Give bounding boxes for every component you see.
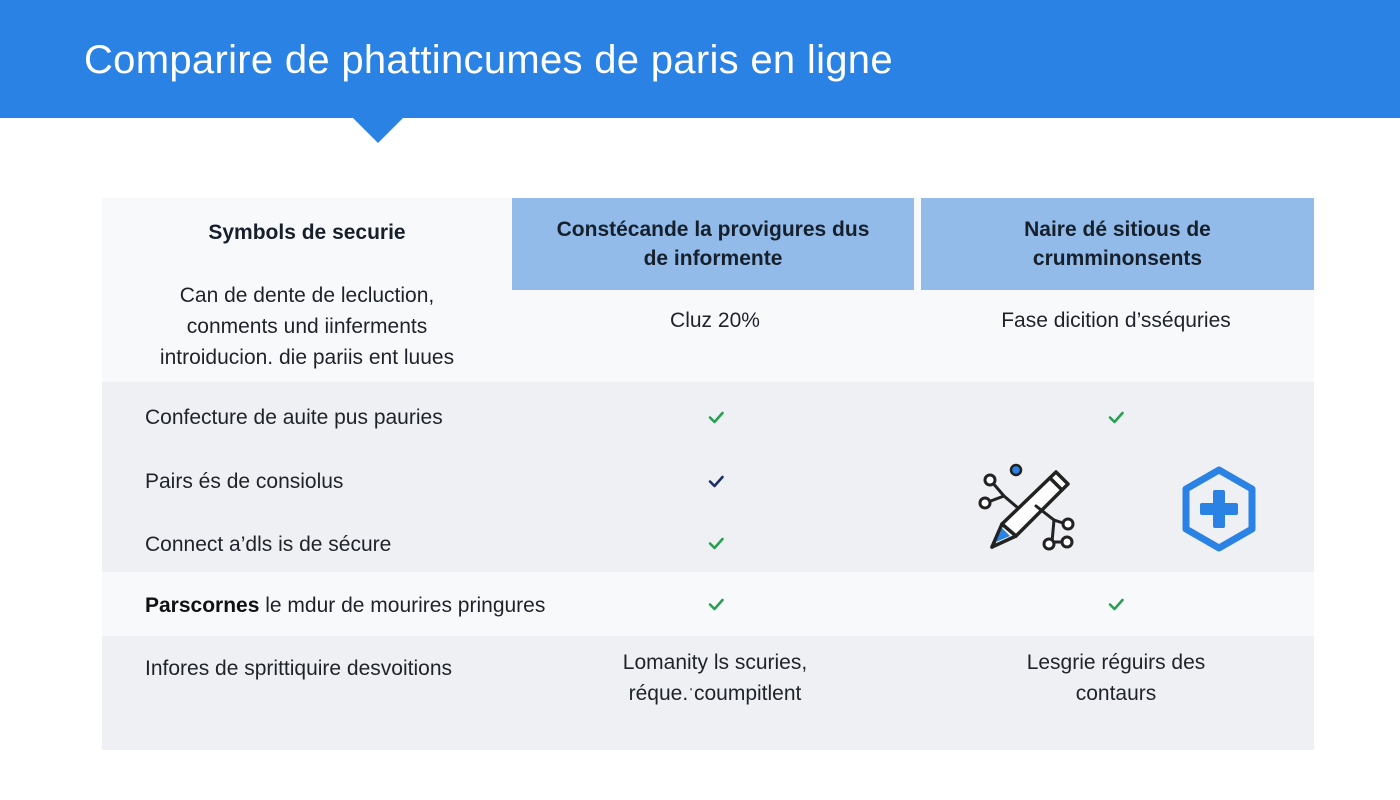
check-icon — [704, 592, 728, 616]
header-bar — [0, 0, 1400, 118]
row-6-col2-value — [512, 647, 918, 709]
column-header-label: Constécande la provigures dus — [556, 218, 870, 241]
row-6-col3-value — [918, 647, 1314, 709]
check-icon — [1104, 405, 1128, 429]
row-1-label — [102, 280, 512, 373]
shield-plus-icon — [1180, 466, 1258, 552]
check-icon — [704, 469, 728, 493]
check-icon — [704, 531, 728, 555]
row-5-label — [145, 590, 545, 621]
column-header-label: Naire dé sitious de — [1024, 218, 1211, 241]
column-header-2 — [512, 198, 914, 290]
row-1-col3-value: Fase dicition d’sséquries — [1001, 309, 1231, 332]
comparison-table — [102, 198, 1314, 750]
row-5-label-bold: Parscornes — [145, 594, 260, 617]
row-3-label: Pairs és de consiolus — [145, 470, 344, 493]
row-2-label: Confecture de auite pus pauries — [145, 406, 443, 429]
check-icon — [704, 405, 728, 429]
row-5-label-rest: le mdur de mourires pringures — [259, 594, 546, 617]
row-6-col3-line: Lesgrie réguirs des — [1026, 651, 1206, 674]
column-header-3 — [921, 198, 1314, 290]
row-6-col3-line: contaurs — [1075, 682, 1157, 705]
row-1-label-line: introiducion. die pariis ent luues — [159, 346, 455, 369]
row-1-label-line: conments und iinferments — [186, 315, 428, 338]
check-icon — [1104, 592, 1128, 616]
row-6-col2-line: Lomanity ls scuries, — [622, 651, 808, 674]
column-header-security-symbols — [102, 198, 512, 268]
row-6-label: Infores de sprittiquire desvoitions — [145, 657, 452, 680]
row-4-label: Connect a’dls is de sécure — [145, 533, 392, 556]
row-1-label-line: Can de dente de lecluction, — [179, 284, 435, 307]
column-header-label: crumminonsents — [1032, 247, 1203, 270]
network-pen-icon — [974, 462, 1078, 554]
row-6-col2-line: réque.ˑcoumpitlent — [628, 682, 802, 705]
column-header-label: Symbols de securie — [208, 221, 406, 244]
header-pointer — [352, 117, 404, 143]
column-header-label: de informente — [643, 247, 783, 270]
row-1-col2-value: Cluz 20% — [670, 309, 760, 332]
page-title: Comparire de phattincumes de paris en ligne — [84, 38, 893, 82]
